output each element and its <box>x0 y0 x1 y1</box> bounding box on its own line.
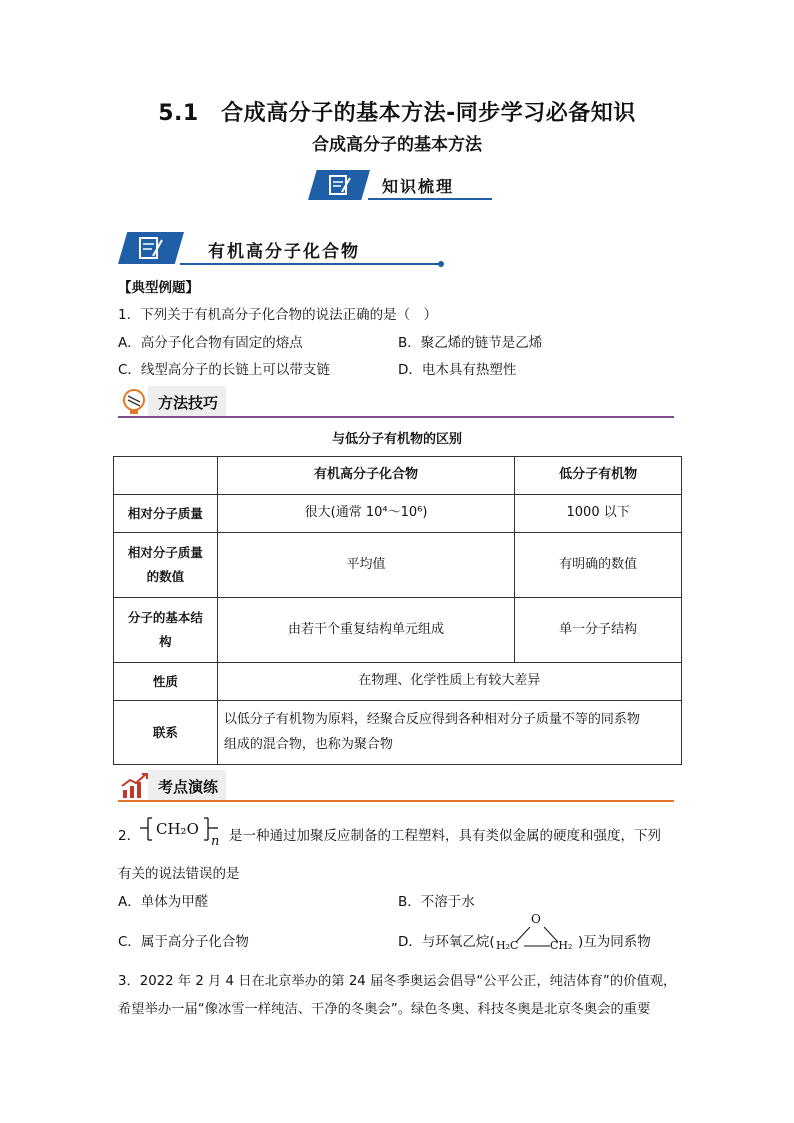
q2-option-d-pre[interactable]: D．与环氧乙烷( <box>398 934 495 950</box>
table-header-cell <box>114 457 218 495</box>
epoxide-right-carbon: CH₂ <box>550 939 573 952</box>
section-header <box>118 232 444 268</box>
q1-option-d[interactable]: D．电木具有热塑性 <box>398 362 517 378</box>
q2-option-a[interactable]: A．单体为甲醛 <box>118 894 209 910</box>
row-head-line: 相对分子质量 <box>127 545 203 561</box>
drill-label: 考点演练 <box>158 778 219 796</box>
q2-option-c[interactable]: C．属于高分子化合物 <box>118 934 249 950</box>
q1-option-a[interactable]: A．高分子化合物有固定的熔点 <box>118 335 303 351</box>
epoxide-left-carbon: H₂C <box>496 939 519 952</box>
comparison-table <box>113 456 682 765</box>
q1-option-c[interactable]: C．线型高分子的长链上可以带支链 <box>118 362 330 378</box>
table-cell: 有明确的数值 <box>515 533 682 598</box>
lightbulb-icon <box>120 388 150 416</box>
q2-stem-line2: 有关的说法错误的是 <box>118 866 240 882</box>
epoxide-oxygen: O <box>531 912 541 926</box>
table-cell: 平均值 <box>217 533 514 598</box>
q2-option-b[interactable]: B．不溶于水 <box>398 894 475 910</box>
table-row <box>114 495 682 533</box>
table-caption: 与低分子有机物的区别 <box>331 432 462 447</box>
table-cell: 由若干个重复结构单元组成 <box>217 598 514 663</box>
row-head: 相对分子质量 <box>114 495 218 533</box>
q1-stem: 1．下列关于有机高分子化合物的说法正确的是（ ） <box>118 307 438 323</box>
divider <box>118 416 674 418</box>
q2-number: 2． <box>118 828 141 844</box>
section-label: 有机高分子化合物 <box>208 242 360 262</box>
table-cell: 1000 以下 <box>515 495 682 533</box>
q3-line1: 3．2022 年 2 月 4 日在北京举办的第 24 届冬季奥运会倡导“公平公正，纯洁体育”的价值观， <box>118 974 677 989</box>
tips-header <box>118 386 674 418</box>
chart-trend-icon <box>120 772 150 800</box>
table-cell: 在物理、化学性质上有较大差异 <box>217 663 681 701</box>
table-cell <box>217 701 681 765</box>
table-cell: 单一分子结构 <box>515 598 682 663</box>
knowledge-banner <box>308 170 488 202</box>
table-row <box>114 598 682 663</box>
row-head-line: 构 <box>159 634 172 649</box>
table-row <box>114 701 682 765</box>
cell-line: 以低分子有机物为原料，经聚合反应得到各种相对分子质量不等的同系物 <box>223 711 640 727</box>
cell-line: 组成的混合物，也称为聚合物 <box>223 736 393 752</box>
notepad-icon <box>118 232 184 264</box>
divider <box>180 263 442 265</box>
notepad-icon <box>308 170 370 200</box>
q2-option-d-post[interactable]: )互为同系物 <box>578 934 651 950</box>
table-header-cell: 低分子有机物 <box>515 457 682 495</box>
row-head: 性质 <box>114 663 218 701</box>
formula-text: CH₂O <box>156 820 199 838</box>
table-header-row <box>114 457 682 495</box>
table-header-cell: 有机高分子化合物 <box>217 457 514 495</box>
example-tag: 【典型例题】 <box>118 280 199 296</box>
formula-subscript: n <box>211 834 220 849</box>
table-row <box>114 533 682 598</box>
page-subtitle: 合成高分子的基本方法 <box>312 135 482 155</box>
divider <box>118 800 674 802</box>
banner-label: 知识梳理 <box>382 177 455 196</box>
row-head-line: 的数值 <box>146 569 185 584</box>
divider <box>368 198 492 200</box>
tips-label: 方法技巧 <box>158 394 219 412</box>
q3-line2: 希望举办一届“像冰雪一样纯洁、干净的冬奥会”。绿色冬奥、科技冬奥是北京冬奥会的重要 <box>118 1002 651 1017</box>
row-head <box>114 533 218 598</box>
epoxide-structure <box>494 912 580 954</box>
drill-header <box>118 770 674 802</box>
polymer-formula <box>138 816 230 854</box>
row-head: 联系 <box>114 701 218 765</box>
q1-option-b[interactable]: B．聚乙烯的链节是乙烯 <box>398 335 543 351</box>
divider-dot <box>438 261 444 267</box>
row-head <box>114 598 218 663</box>
q2-stem: 是一种通过加聚反应制备的工程塑料，具有类似金属的硬度和强度，下列 <box>229 828 661 844</box>
table-row <box>114 663 682 701</box>
table-cell: 很大(通常 10⁴～10⁶) <box>217 495 514 533</box>
row-head-line: 分子的基本结 <box>127 610 203 626</box>
page-title: 5.1 合成高分子的基本方法-同步学习必备知识 <box>158 101 636 126</box>
